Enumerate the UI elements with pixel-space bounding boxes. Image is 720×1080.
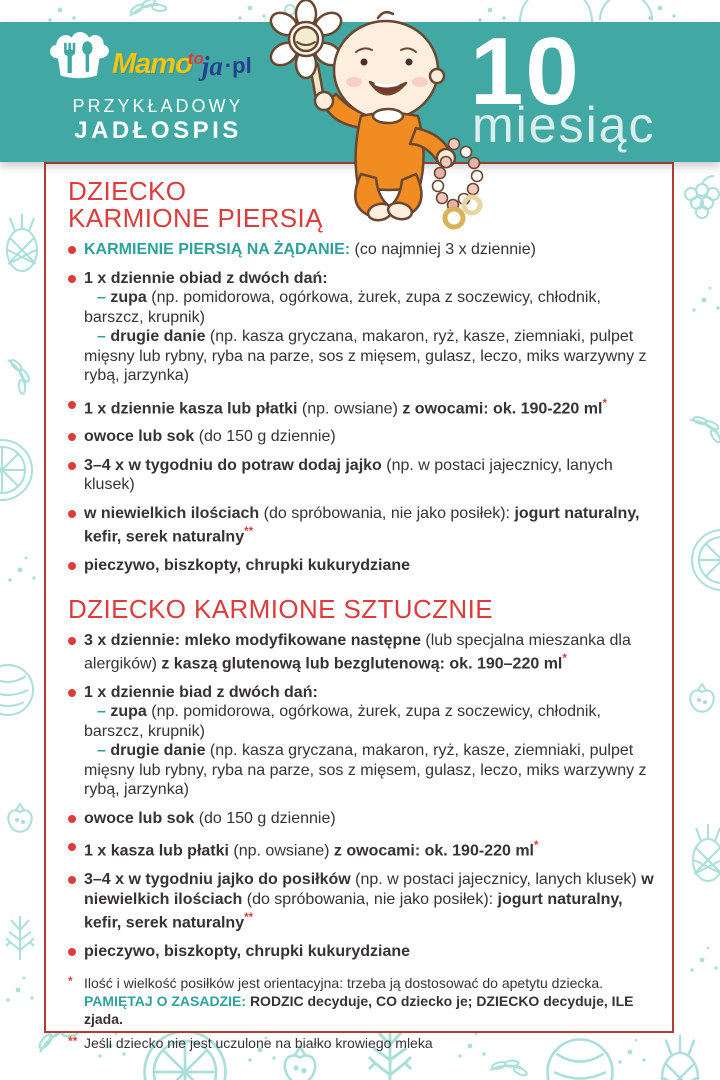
menu-item-text bbox=[84, 683, 656, 800]
menu-item bbox=[68, 269, 656, 386]
menu-section bbox=[68, 178, 656, 576]
menu-item bbox=[68, 427, 656, 447]
menu-item bbox=[68, 556, 656, 576]
text-segment: w niewielkich ilościach bbox=[84, 504, 264, 522]
brand-ja: ja bbox=[201, 51, 223, 81]
text-segment: pieczywo, biszkopty, chrupki kukurydziane bbox=[84, 943, 411, 961]
text-segment: (np. owsiane) bbox=[233, 842, 334, 860]
bullet-dot-icon bbox=[68, 510, 76, 518]
text-segment: 3–4 x w tygodniu jajko do posiłków bbox=[84, 871, 356, 889]
bullet-dot-icon bbox=[68, 562, 76, 570]
text-segment: (np. w postaci jajecznicy, lanych klusek) bbox=[355, 871, 642, 889]
bullet-dot-icon bbox=[68, 433, 76, 441]
content-card bbox=[44, 162, 674, 1051]
text-segment: (np. kasza gryczana, makaron, ryż, kasze, ziemniaki, pulpet mięsny lub rybny, ryba na parze, sos z mięsem, gulasz, leczo, miks warzywny z rybą, jarzynka) bbox=[84, 742, 647, 799]
chef-hat-icon bbox=[46, 26, 108, 96]
menu-item-text bbox=[84, 631, 656, 674]
text-segment: drugie danie bbox=[110, 328, 210, 345]
bullet-dot-icon bbox=[68, 689, 76, 697]
footnote bbox=[68, 974, 656, 1028]
menu-item bbox=[68, 395, 656, 419]
menu-item bbox=[68, 456, 656, 495]
text-segment: KARMIENIE PIERSIĄ NA ŻĄDANIE: bbox=[84, 241, 355, 258]
text-segment: zupa bbox=[110, 289, 152, 306]
text-segment: RODZIC decyduje, CO dziecko je; DZIECKO decyduje, ILE zjada. bbox=[84, 992, 634, 1027]
text-segment: (np. owsiane) bbox=[301, 399, 403, 417]
poster-subtitle-line2: JADŁOSPIS bbox=[74, 117, 242, 144]
text-segment: – bbox=[97, 703, 111, 721]
menu-item bbox=[68, 942, 656, 962]
text-segment: owoce lub sok bbox=[84, 428, 199, 446]
menu-item-text bbox=[84, 395, 656, 419]
text-segment: * bbox=[602, 397, 607, 410]
text-segment: ** bbox=[244, 912, 254, 925]
menu-item bbox=[68, 809, 656, 829]
menu-item bbox=[68, 631, 656, 674]
bullet-dot-icon bbox=[68, 401, 76, 409]
bullet-dot-icon bbox=[68, 843, 76, 851]
menu-sections bbox=[68, 178, 656, 962]
bullet-dot-icon bbox=[68, 637, 76, 645]
text-segment: z kaszą glutenową lub bezglutenową: ok. 190–220 ml bbox=[161, 655, 563, 673]
footnote-marker: * bbox=[68, 973, 73, 988]
brand-to: to bbox=[187, 49, 204, 68]
text-segment: pieczywo, biszkopty, chrupki kukurydziane bbox=[84, 557, 411, 575]
text-segment: – bbox=[97, 742, 111, 760]
brand-pl: ·pl bbox=[224, 53, 252, 78]
text-segment: jogurt naturalny, kefir, serek naturalny bbox=[84, 504, 640, 546]
menu-item bbox=[68, 837, 656, 861]
section-title: DZIECKO KARMIONE PIERSIĄ bbox=[68, 176, 323, 233]
text-segment: (np. w postaci jajecznicy, lanych klusek) bbox=[84, 456, 613, 494]
text-segment: w niewielkich ilościach bbox=[84, 871, 654, 908]
text-segment: * bbox=[533, 840, 539, 853]
text-segment: owoce lub sok bbox=[84, 809, 199, 827]
text-segment: (co najmniej 3 x dziennie) bbox=[354, 241, 536, 258]
text-segment: 3–4 x w tygodniu do potraw dodaj jajko bbox=[84, 456, 387, 474]
poster-subtitle-line1: PRZYKŁADOWY bbox=[72, 96, 244, 116]
bullet-dot-icon bbox=[68, 815, 76, 823]
baby-illustration bbox=[258, 2, 498, 237]
menu-subitem bbox=[84, 702, 656, 741]
menu-section bbox=[68, 593, 656, 962]
text-segment: zupa bbox=[110, 703, 152, 721]
menu-subitem bbox=[84, 327, 656, 386]
text-segment: (np. pomidorowa, ogórkowa, żurek, zupa z soczewicy, chłodnik, barszcz, krupnik) bbox=[84, 703, 601, 740]
menu-item-text bbox=[84, 837, 656, 861]
section-title: DZIECKO KARMIONE SZTUCZNIE bbox=[68, 593, 493, 624]
text-segment: Jeśli dziecko nie jest uczulone na białko krowiego mleka bbox=[84, 1034, 433, 1051]
menu-item-text bbox=[84, 240, 656, 260]
bullet-dot-icon bbox=[68, 876, 76, 884]
text-segment: 1 x kasza lub płatki bbox=[84, 842, 234, 860]
menu-item-text bbox=[84, 427, 656, 447]
text-segment: jogurt naturalny, kefir, serek naturalny bbox=[84, 890, 623, 932]
menu-item bbox=[68, 870, 656, 933]
text-segment: z owocami: ok. 190-220 ml bbox=[333, 842, 534, 860]
footnote-text bbox=[84, 1034, 433, 1052]
menu-item-text bbox=[84, 870, 656, 933]
menu-item bbox=[68, 504, 656, 547]
text-segment: 1 x dziennie obiad z dwóch dań: bbox=[84, 269, 328, 287]
text-segment: * bbox=[562, 653, 567, 666]
menu-item-text bbox=[84, 556, 656, 576]
text-segment: (do 150 g dziennie) bbox=[198, 809, 336, 827]
text-segment: Ilość i wielkość posiłków jest orientacyjna: trzeba ją dostosować do apetytu dziecka. bbox=[84, 974, 604, 991]
menu-item-text bbox=[84, 504, 656, 547]
bullet-dot-icon bbox=[68, 948, 76, 956]
month-number: 10 bbox=[470, 18, 581, 125]
footnote bbox=[68, 1034, 656, 1052]
text-segment: (lub specjalna mieszanka dla alergików) bbox=[84, 631, 631, 673]
text-segment: (do spróbowania, nie jako posiłek): bbox=[246, 890, 498, 908]
menu-item-text bbox=[84, 269, 656, 386]
text-segment: – bbox=[97, 328, 111, 345]
brand-mamo: Mamo bbox=[112, 48, 192, 80]
bullet-dot-icon bbox=[68, 275, 76, 283]
text-segment: PAMIĘTAJ O ZASADZIE: bbox=[84, 992, 250, 1009]
month-word: miesiąc bbox=[472, 97, 656, 153]
text-segment: (do 150 g dziennie) bbox=[198, 428, 336, 446]
menu-item-text bbox=[84, 456, 656, 495]
text-segment: – bbox=[97, 289, 111, 306]
text-segment: 3 x dziennie: mleko modyfikowane następne bbox=[84, 631, 426, 649]
menu-subitem bbox=[84, 288, 656, 327]
text-segment: (np. pomidorowa, ogórkowa, żurek, zupa z soczewicy, chłodnik, barszcz, krupnik) bbox=[84, 289, 601, 326]
menu-subitem bbox=[84, 741, 656, 800]
text-segment: 1 x dziennie kasza lub płatki bbox=[84, 399, 302, 417]
bullet-dot-icon bbox=[68, 462, 76, 470]
text-segment: (do spróbowania, nie jako posiłek): bbox=[263, 504, 515, 522]
text-segment: (np. kasza gryczana, makaron, ryż, kasze, ziemniaki, pulpet mięsny lub rybny, ryba na parze, sos z mięsem, gulasz, leczo, miks warzywny z rybą, jarzynka) bbox=[84, 328, 647, 384]
menu-item-text bbox=[84, 942, 656, 962]
text-segment: 1 x dziennie biad z dwóch dań: bbox=[84, 683, 318, 701]
text-segment: z owocami: ok. 190-220 ml bbox=[402, 399, 603, 417]
footnotes bbox=[68, 974, 656, 1052]
menu-item bbox=[68, 683, 656, 800]
brand-logo bbox=[112, 50, 256, 79]
footnote-marker: ** bbox=[68, 1033, 78, 1048]
text-segment: ** bbox=[244, 526, 254, 539]
text-segment: drugie danie bbox=[110, 742, 210, 760]
bullet-dot-icon bbox=[68, 246, 76, 254]
menu-item bbox=[68, 240, 656, 260]
footnote-text bbox=[84, 974, 656, 1028]
menu-item-text bbox=[84, 809, 656, 829]
